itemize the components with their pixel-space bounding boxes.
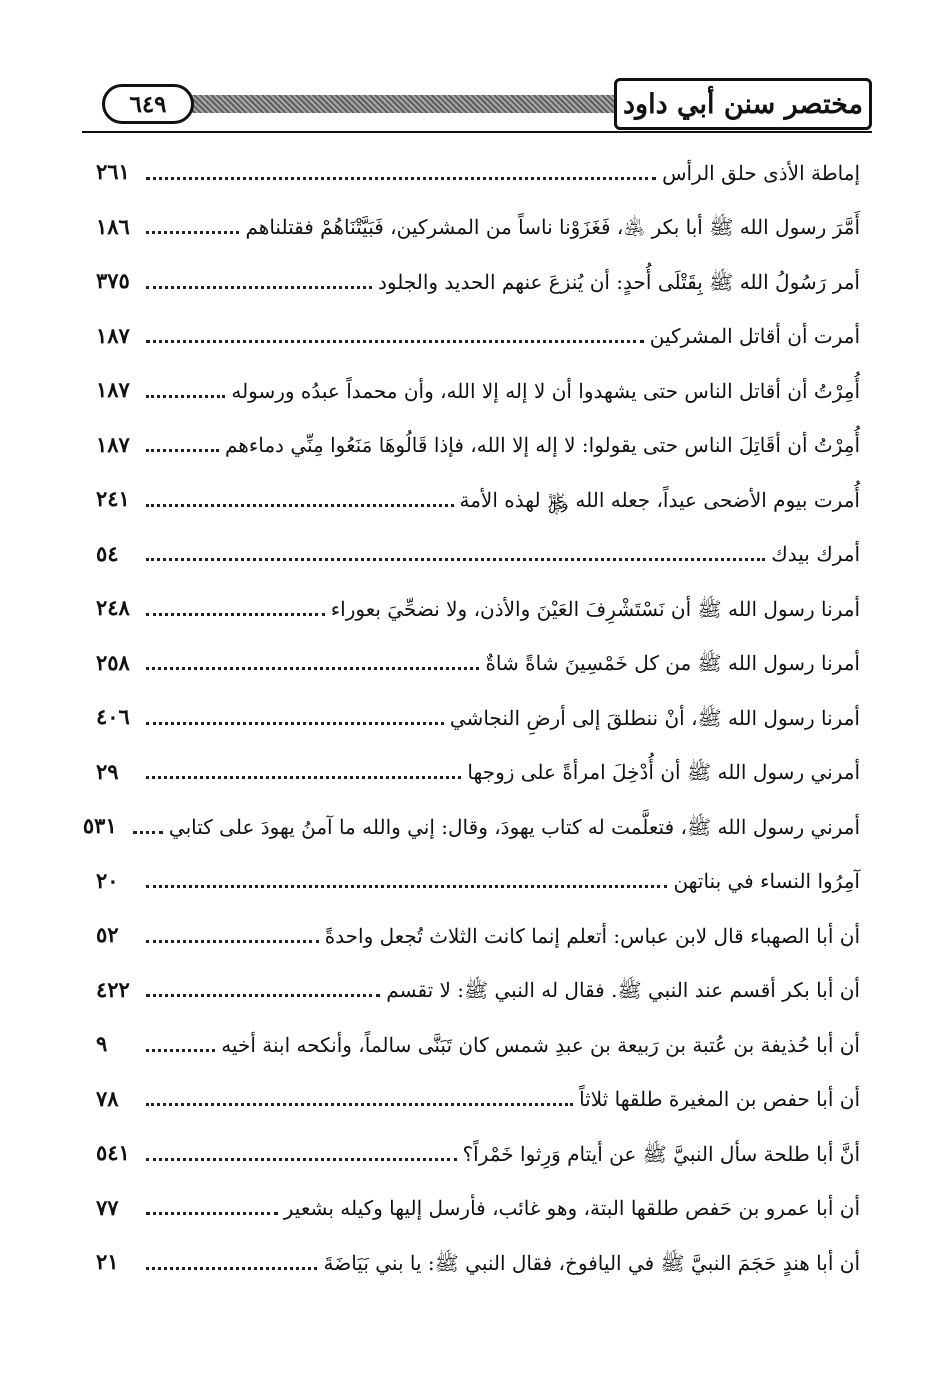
index-entry [96, 576, 860, 631]
entry-text: أُمِرْتُ أن أقَاتِلَ الناس حتى يقولوا: لا إله إلا الله، فإذا قَالُوهَا مَنَعُوا مِنِّي دماءهم [224, 433, 860, 457]
index-entry [96, 195, 860, 250]
leader-dots [146, 1103, 573, 1106]
leader-dots [146, 1049, 215, 1052]
leader-dots [146, 1158, 457, 1161]
entry-text: آمِرُوا النساء في بناتهن [673, 869, 860, 893]
entry-text: أمرنا رسول الله ﷺ أن نَسْتَشْرِفَ العَيْنَ والأذن، ولا نضحِّيَ بعوراء [330, 596, 860, 621]
index-entry [96, 958, 860, 1013]
index-entry [96, 685, 860, 740]
entry-page-number: ٢٠ [96, 867, 119, 893]
index-entry [96, 249, 860, 304]
entry-text: أَمَّرَ رسول الله ﷺ أبا بكر ﵁، فَغَزَوْنا ناساً من المشركين، فَبَيَّتْنَاهُمْ فقتلناهم [245, 215, 860, 239]
index-entry [96, 1121, 860, 1176]
entry-page-number: ٢٩ [96, 758, 119, 784]
index-entry [96, 903, 860, 958]
header-rule [82, 131, 872, 133]
leader-dots [146, 776, 461, 779]
index-entry [82, 794, 860, 849]
index-list [82, 140, 860, 1285]
leader-dots [146, 994, 380, 997]
leader-dots [146, 558, 765, 561]
index-entry [96, 304, 860, 359]
leader-dots [146, 449, 219, 452]
leader-dots [146, 395, 225, 398]
entry-page-number: ٩ [96, 1031, 108, 1057]
entry-text: أُمِرْتُ أن أقاتل الناس حتى يشهدوا أن لا إله إلا الله، وأن محمداً عبدُه ورسوله [231, 378, 860, 403]
leader-dots [146, 722, 444, 725]
entry-page-number: ١٨٧ [96, 377, 130, 403]
entry-text: أمرنا رسول الله ﷺ من كل خَمْسِينَ شاةً شاةٌ [485, 651, 860, 675]
entry-page-number: ٤٠٦ [96, 704, 130, 730]
entry-text: أن أبا حفص بن المغيرة طلقها ثلاثاً [579, 1087, 860, 1111]
entry-page-number: ٥٣١ [82, 813, 117, 839]
leader-dots [146, 231, 239, 234]
entry-page-number: ١٨٦ [96, 213, 130, 239]
entry-text: أمرك بيدك [771, 542, 860, 566]
index-entry [96, 522, 860, 577]
entry-text: أن أبا عمرو بن حَفص طلقها البتة، وهو غائب، فأرسل إليها وكيله بشعير [283, 1196, 860, 1220]
leader-dots [146, 667, 479, 670]
index-entry [96, 1012, 860, 1067]
header-ornament-bar [160, 95, 620, 113]
index-entry [96, 467, 860, 522]
index-entry [96, 1067, 860, 1122]
leader-dots [146, 1267, 317, 1270]
entry-text: أن أبا حُذيفة بن عُتبة بن رَبيعة بن عبدِ شمس كان تَبَنَّى سالماً، وأنكحه ابنة أخيه [221, 1032, 860, 1057]
entry-text: أُمرت بيوم الأضحى عيداً، جعله الله ﷿ لهذه الأمة [459, 487, 860, 512]
index-entry [96, 849, 860, 904]
entry-page-number: ٢١ [96, 1249, 119, 1275]
index-entry [96, 740, 860, 795]
entry-page-number: ٥٤١ [96, 1140, 130, 1166]
entry-text: أن أبا بكر أقسم عند النبي ﷺ. فقال له النبي ﷺ: لا تقسم [386, 978, 860, 1002]
leader-dots [146, 940, 319, 943]
entry-page-number: ٢٦١ [96, 159, 130, 185]
page-number: ٦٤٩ [102, 84, 194, 124]
entry-text: أمرنا رسول الله ﷺ، أنْ ننطلقَ إلى أرضِ النجاشي [449, 705, 860, 730]
entry-page-number: ٢٤١ [96, 486, 130, 512]
index-entry [96, 1230, 860, 1285]
leader-dots [146, 340, 644, 343]
leader-dots [146, 613, 325, 616]
leader-dots [146, 286, 372, 289]
entry-page-number: ٢٥٨ [96, 649, 130, 675]
leader-dots [146, 885, 667, 888]
entry-page-number: ٢٤٨ [96, 595, 130, 621]
entry-page-number: ٧٨ [96, 1085, 119, 1111]
leader-dots [146, 504, 454, 507]
index-entry [96, 631, 860, 686]
entry-text: أمر رَسُولُ الله ﷺ بِقَتْلَى أُحدٍ: أن يُنزعَ عنهم الحديد والجلود [378, 269, 860, 294]
leader-dots [146, 177, 656, 180]
index-entry [96, 140, 860, 195]
index-entry [96, 358, 860, 413]
entry-text: أن أبا الصهباء قال لابن عباس: أتعلم إنما كانت الثلاث تُجعل واحدةً [324, 923, 860, 948]
entry-text: أمرني رسول الله ﷺ أن أُدْخِلَ امرأةً على زوجها [467, 760, 860, 784]
book-title: مختصر سنن أبي داود [614, 78, 872, 130]
entry-page-number: ١٨٧ [96, 322, 130, 348]
entry-text: أن أبا هندٍ حَجَمَ النبيَّ ﷺ في اليافوخ، فقال النبي ﷺ: يا بني بَيَاضَةَ [323, 1250, 860, 1275]
entry-text: إماطة الأذى حلق الرأس [662, 160, 860, 185]
running-header [82, 78, 872, 130]
entry-text: أمرت أن أقاتل المشركين [649, 324, 860, 348]
index-entry [96, 1176, 860, 1231]
leader-dots [146, 1212, 278, 1215]
index-entry [96, 413, 860, 468]
entry-page-number: ٧٧ [96, 1194, 119, 1220]
entry-page-number: ٥٢ [96, 922, 119, 948]
entry-page-number: ١٨٧ [96, 431, 130, 457]
leader-dots [133, 831, 163, 834]
entry-page-number: ٣٧٥ [96, 268, 130, 294]
entry-text: أنَّ أبا طلحة سأل النبيَّ ﷺ عن أيتام وَرِثوا خَمْراً؟ [462, 1141, 860, 1166]
entry-page-number: ٤٢٢ [96, 976, 130, 1002]
entry-text: أمرني رسول الله ﷺ، فتعلَّمت له كتاب يهودَ، وقال: إني والله ما آمنُ يهودَ على كتابي [168, 814, 860, 839]
entry-page-number: ٥٤ [96, 540, 119, 566]
